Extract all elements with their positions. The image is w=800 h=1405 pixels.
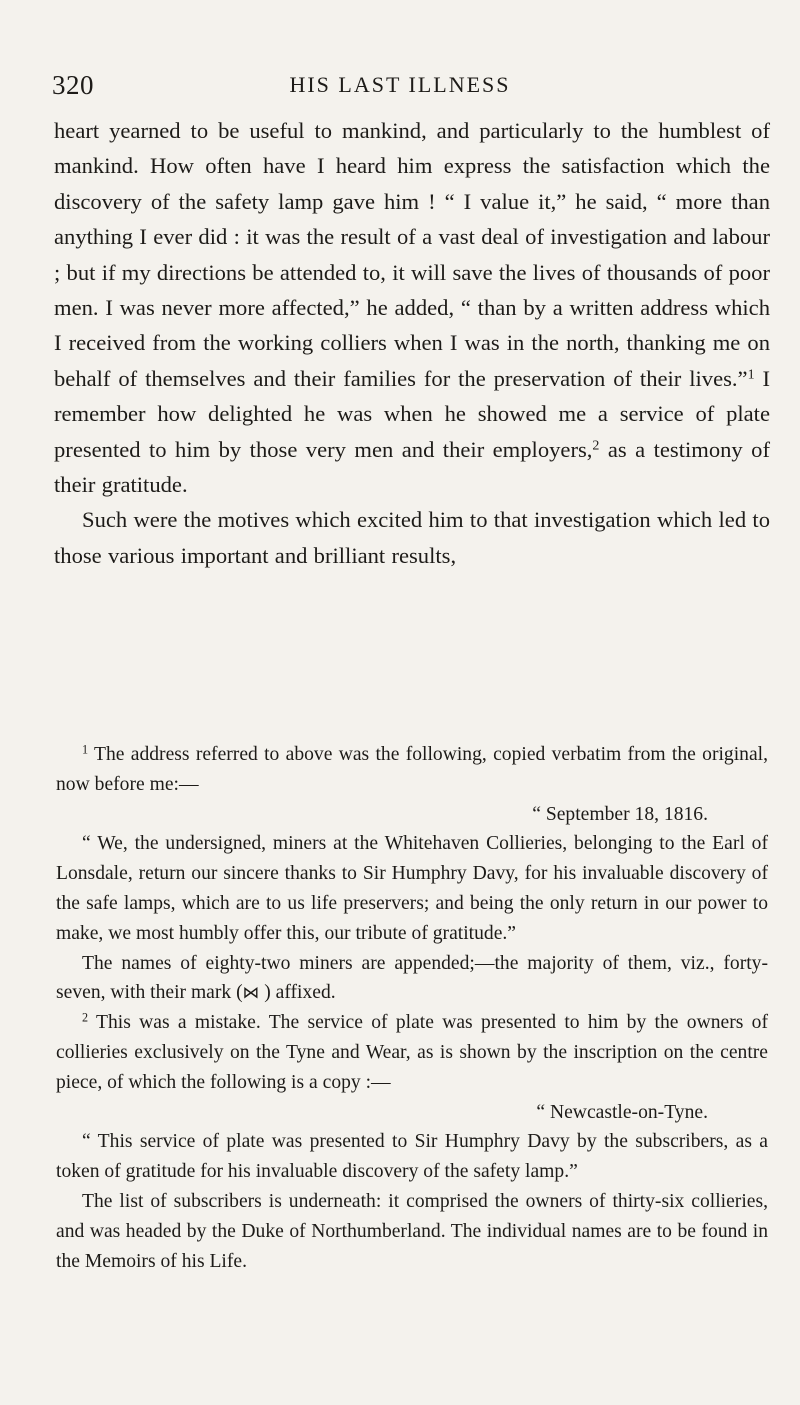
footnote-text: The address referred to above was the following, copied verbatim from the original, now before me:— bbox=[56, 744, 768, 795]
paragraph-text: as a testimony of their gratitude. bbox=[54, 436, 770, 498]
running-head: HIS LAST ILLNESS bbox=[289, 72, 511, 97]
footnote-number: 1 bbox=[82, 742, 89, 757]
footnotes bbox=[56, 740, 768, 1276]
paragraph bbox=[54, 113, 770, 502]
footnote-place: “ Newcastle-on-Tyne. bbox=[536, 1101, 708, 1123]
footnote-text-part: The names of eighty-two miners are appended;—the majority of them, viz., forty-seven, with their mark ( bbox=[56, 952, 768, 1004]
footnote-quote: “ This service of plate was presented to Sir Humphry Davy by the subscribers, as a token of gratitude for his invaluable discovery of the safety lamp.” bbox=[56, 1131, 768, 1183]
page-header bbox=[52, 70, 748, 106]
footnote-text: This was a mistake. The service of plate was presented to him by the owners of collieries exclusively on the Tyne and Wear, as is shown by the inscription on the centre piece, of which the following is a copy :— bbox=[56, 1012, 768, 1093]
footnote-text-part: ) affixed. bbox=[259, 982, 336, 1004]
footnote-1 bbox=[56, 740, 768, 800]
paragraph: Such were the motives which excited him to that investigation which led to those various important and brilliant results, bbox=[54, 507, 770, 568]
miner-mark-icon: ⋈ bbox=[242, 983, 260, 1003]
main-text bbox=[54, 113, 770, 573]
footnote-text bbox=[56, 949, 768, 1009]
footnote-ref: 1 bbox=[747, 367, 755, 383]
footnote-2 bbox=[56, 1008, 768, 1097]
page-number: 320 bbox=[52, 70, 94, 100]
paragraph-text: heart yearned to be useful to mankind, and particularly to the humblest of mankind. How often have I heard him express the satisfaction which the discovery of the safety lamp gave him ! “ I value it,” he said, “ more than anything I ever did : it was the result of a vast deal of investigation and labour ; but if my directions be attended to, it will save the lives of thousands of poor men. I was never more affected,” he added, “ than by a written address which I received from the working colliers when I was in the north, thanking me on behalf of themselves and their families for the preservation of their lives.” bbox=[54, 118, 770, 391]
footnote-date: “ September 18, 1816. bbox=[532, 803, 708, 825]
footnote-text: The list of subscribers is underneath: it comprised the owners of thirty-six collieries, and was headed by the Duke of Northumberland. The individual names are to be found in the Memoirs of his Life. bbox=[56, 1190, 768, 1272]
footnote-quote: “ We, the undersigned, miners at the Whitehaven Collieries, belonging to the Earl of Lonsdale, return our sincere thanks to Sir Humphry Davy, for his invaluable discovery of the safe lamps, which are to us life preservers; and being the only return in our power to make, we most humbly offer this, our tribute of gratitude.” bbox=[56, 833, 768, 944]
footnote-ref: 2 bbox=[592, 437, 600, 453]
footnote-number: 2 bbox=[82, 1010, 89, 1025]
paragraph-text: I remember how delighted he was when he showed me a service of plate presented to him by those very men and their employers, bbox=[54, 365, 771, 462]
